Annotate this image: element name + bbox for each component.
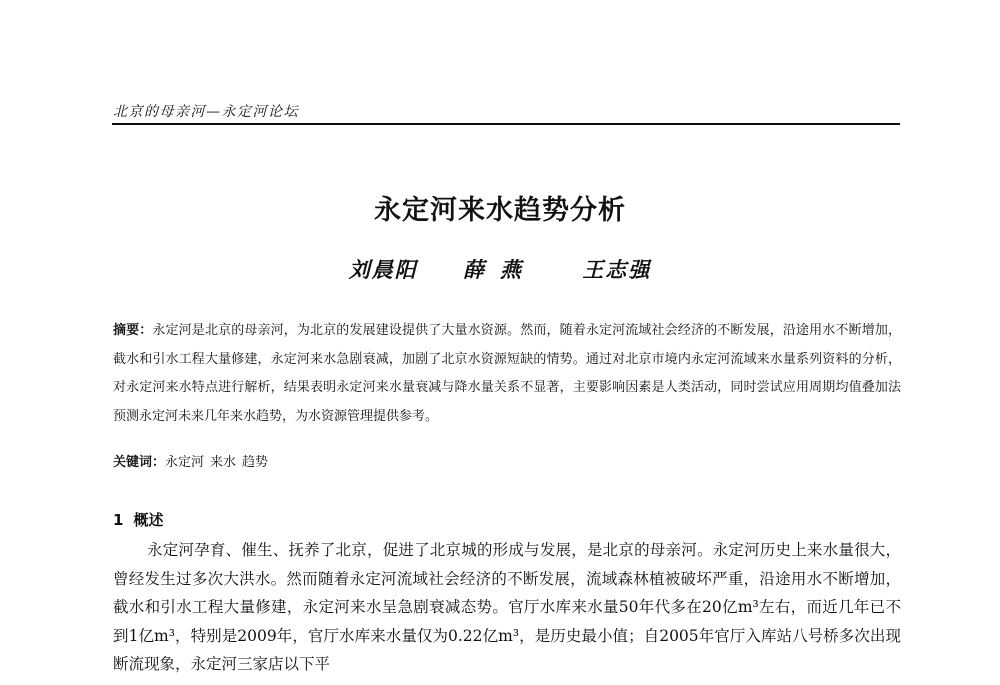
abstract	[113, 317, 901, 431]
running-header: 北京的母亲河—永定河论坛	[113, 104, 299, 120]
author-2: 薛燕	[463, 257, 537, 282]
section-title: 概述	[133, 511, 164, 529]
author-3: 王志强	[582, 257, 652, 282]
body-paragraph: 永定河孕育、催生、抚养了北京，促进了北京城的形成与发展，是北京的母亲河。永定河历史上来水量很大，曾经发生过多次大洪水。然而随着永定河流域社会经济的不断发展，流域森林植被破坏严重，沿途用水不断增加，截水和引水工程大量修建，永定河来水呈急剧衰减态势。官厅水库来水量50年代多在20亿m³左右，而近几年已不到1亿m³，特别是2009年，官厅水库来水量仅为0.22亿m³，是历史最小值；自2005年官厅入库站八号桥多次出现断流现象，永定河三家店以下平	[113, 541, 901, 673]
section-heading-overview	[113, 509, 163, 530]
section-number: 1	[113, 511, 124, 529]
keywords-label: 关键词：	[113, 455, 166, 470]
author-list	[0, 254, 1000, 284]
keywords	[113, 449, 901, 477]
author-1: 刘晨阳	[348, 257, 418, 282]
keyword-3: 趋势	[242, 455, 269, 470]
paper-title: 永定河来水趋势分析	[374, 195, 626, 226]
keyword-1: 永定河	[165, 455, 205, 470]
abstract-label: 摘要：	[113, 323, 153, 338]
keyword-2: 来水	[210, 455, 237, 470]
header-rule	[112, 123, 900, 125]
abstract-text: 永定河是北京的母亲河，为北京的发展建设提供了大量水资源。然而，随着永定河流域社会经济的不断发展，沿途用水不断增加，截水和引水工程大量修建，永定河来水急剧衰减，加剧了北京水资源短缺的情势。通过对北京市境内永定河流域来水量系列资料的分析，对永定河来水特点进行解析，结果表明永定河来水量衰减与降水量关系不显著，主要影响因素是人类活动，同时尝试应用周期均值叠加法预测永定河未来几年来水趋势，为水资源管理提供参考。	[113, 323, 901, 424]
